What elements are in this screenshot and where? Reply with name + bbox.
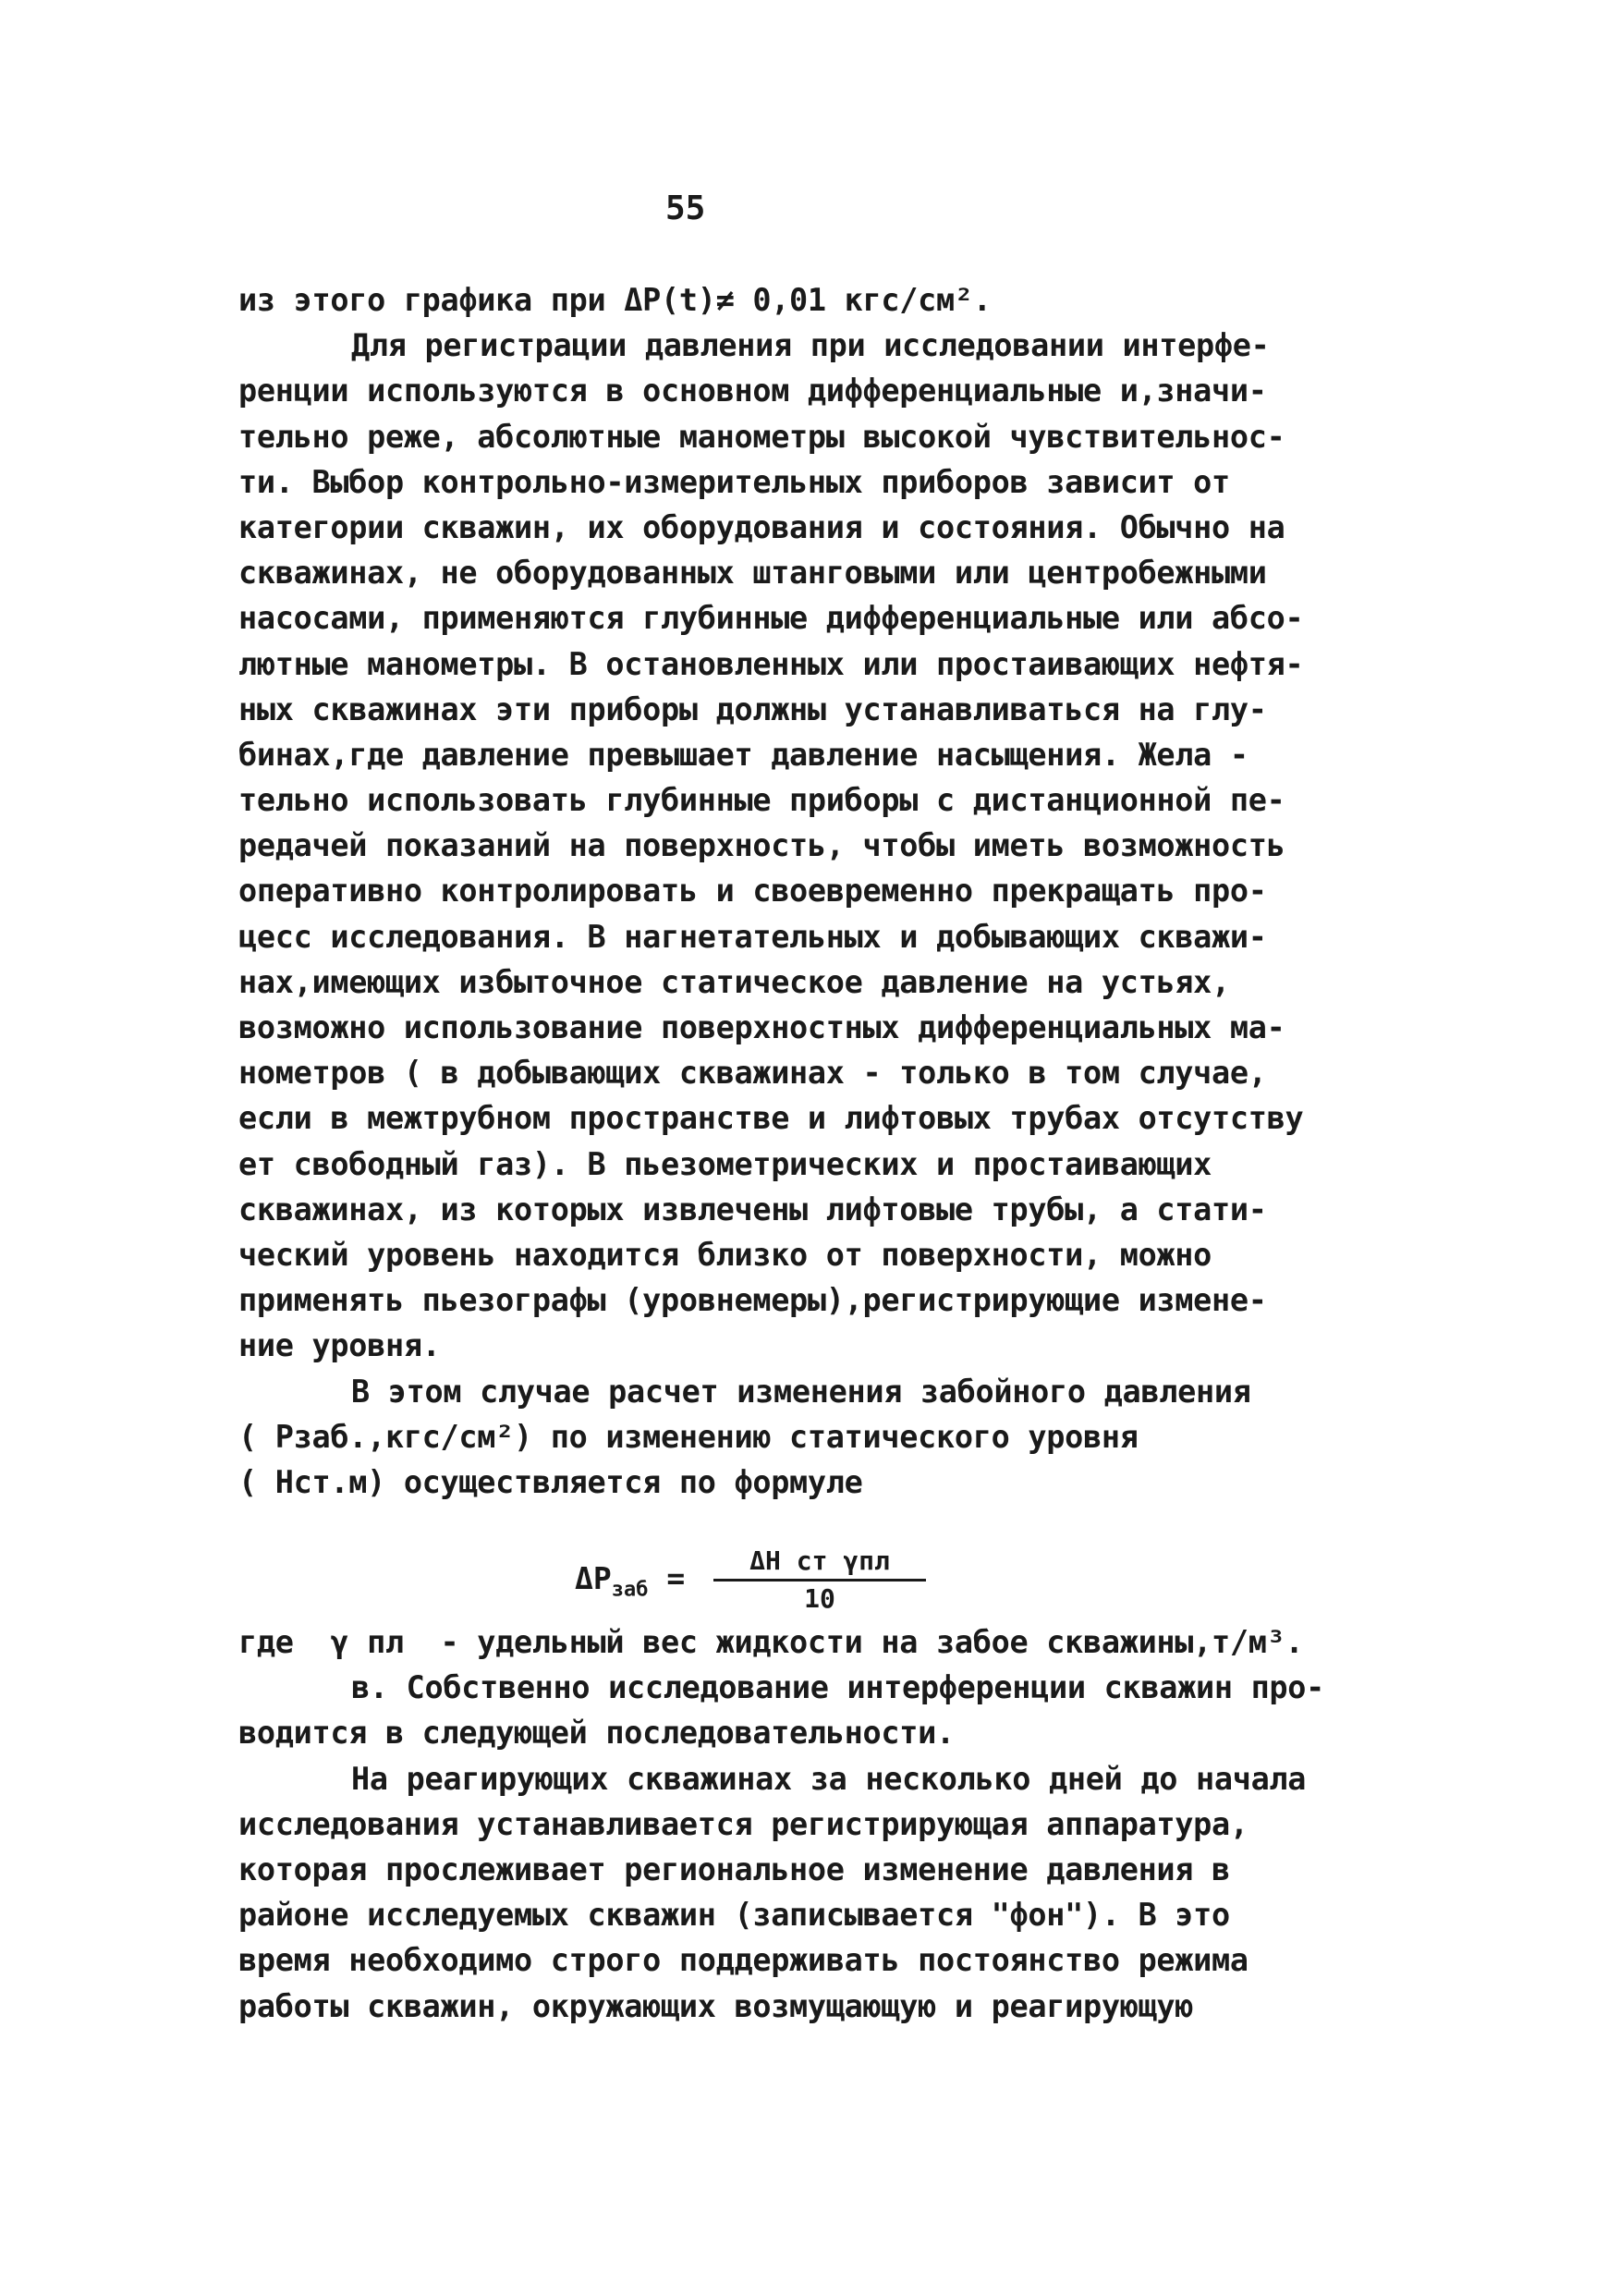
text-line: насосами, применяются глубинные дифференциальные или абсо- [238,600,1304,637]
formula-lhs-subscript: заб [611,1578,649,1602]
text-line: скважинах, не оборудованных штанговыми или центробежными [238,555,1267,592]
text-line: которая прослеживает региональное изменение давления в [238,1850,1230,1887]
formula-numerator: ΔH ст γпл [749,1545,890,1576]
text-line: ( Pзаб.,кгс/см²) по изменению статического уровня [238,1418,1139,1455]
text-line: тельно использовать глубинные приборы с дистанционной пе- [238,782,1285,819]
body-text-top [238,277,1403,1505]
text-line: нах,имеющих избыточное статическое давление на устьях, [238,963,1230,1000]
formula-lhs: $\Delta P_{заб}$ = [575,1560,686,1602]
text-line: скважинах, из которых извлечены лифтовые трубы, а стати- [238,1191,1267,1227]
text-line: ет свободный газ). В пьезометрических и простаивающих [238,1145,1212,1182]
formula-denominator: 10 [804,1583,835,1614]
text-line: ных скважинах эти приборы должны устанавливаться на глу- [238,690,1267,727]
text-line: цесс исследования. В нагнетательных и добывающих скважи- [238,918,1267,955]
text-line: исследования устанавливается регистрирующая аппаратура, [238,1805,1248,1842]
text-line: оперативно контролировать и своевременно прекращать про- [238,873,1267,910]
text-line: из этого графика при ΔP(t)≠ 0,01 кгс/см². [238,282,992,318]
text-line: В этом случае расчет изменения забойного давления [351,1373,1251,1410]
text-line: если в межтрубном пространстве и лифтовых трубах отсутству [238,1100,1304,1137]
text-line: лютные манометры. В остановленных или простаивающих нефтя- [238,645,1304,682]
body-text-bottom [238,1619,1403,2029]
text-line: работы скважин, окружающих возмущающую и реагирующую [238,1987,1194,2024]
text-line: районе исследуемых скважин (записывается "фон"). В это [238,1897,1230,1934]
text-line: в. Собственно исследование интерференции скважин про- [351,1669,1325,1706]
page-number: 55 [665,189,706,227]
text-line: бинах,где давление превышает давление насыщения. Жела - [238,736,1248,773]
text-line: редачей показаний на поверхность, чтобы иметь возможность [238,827,1285,864]
text-line: нометров ( в добывающих скважинах - только в том случае, [238,1055,1267,1092]
text-line: водится в следующей последовательности. [238,1715,955,1752]
text-line: ( Hст.м) осуществляется по формуле [238,1463,863,1500]
text-line: время необходимо строго поддерживать постоянство режима [238,1942,1248,1979]
fraction-bar [713,1579,926,1582]
text-line: тельно реже, абсолютные манометры высокой чувствительнос- [238,418,1285,455]
text-line: применять пьезографы (уровнемеры),регистрирующие измене- [238,1282,1267,1319]
text-line: где γ пл - удельный вес жидкости на забое скважины,т/м³. [238,1624,1304,1660]
text-line: Для регистрации давления при исследовании интерфе- [351,327,1270,364]
text-line: ние уровня. [238,1327,441,1364]
text-line: ти. Выбор контрольно-измерительных приборов зависит от [238,463,1230,500]
text-line: ческий уровень находится близко от поверхности, можно [238,1236,1212,1273]
text-line: возможно использование поверхностных дифференциальных ма- [238,1009,1285,1045]
text-line: ренции используются в основном дифференциальные и,значи- [238,372,1267,409]
text-line: категории скважин, их оборудования и состояния. Обычно на [238,508,1285,545]
formula-fraction [713,1545,926,1615]
text-line: На реагирующих скважинах за несколько дней до начала [351,1760,1307,1797]
formula-lhs-symbol: ΔP [575,1560,612,1596]
